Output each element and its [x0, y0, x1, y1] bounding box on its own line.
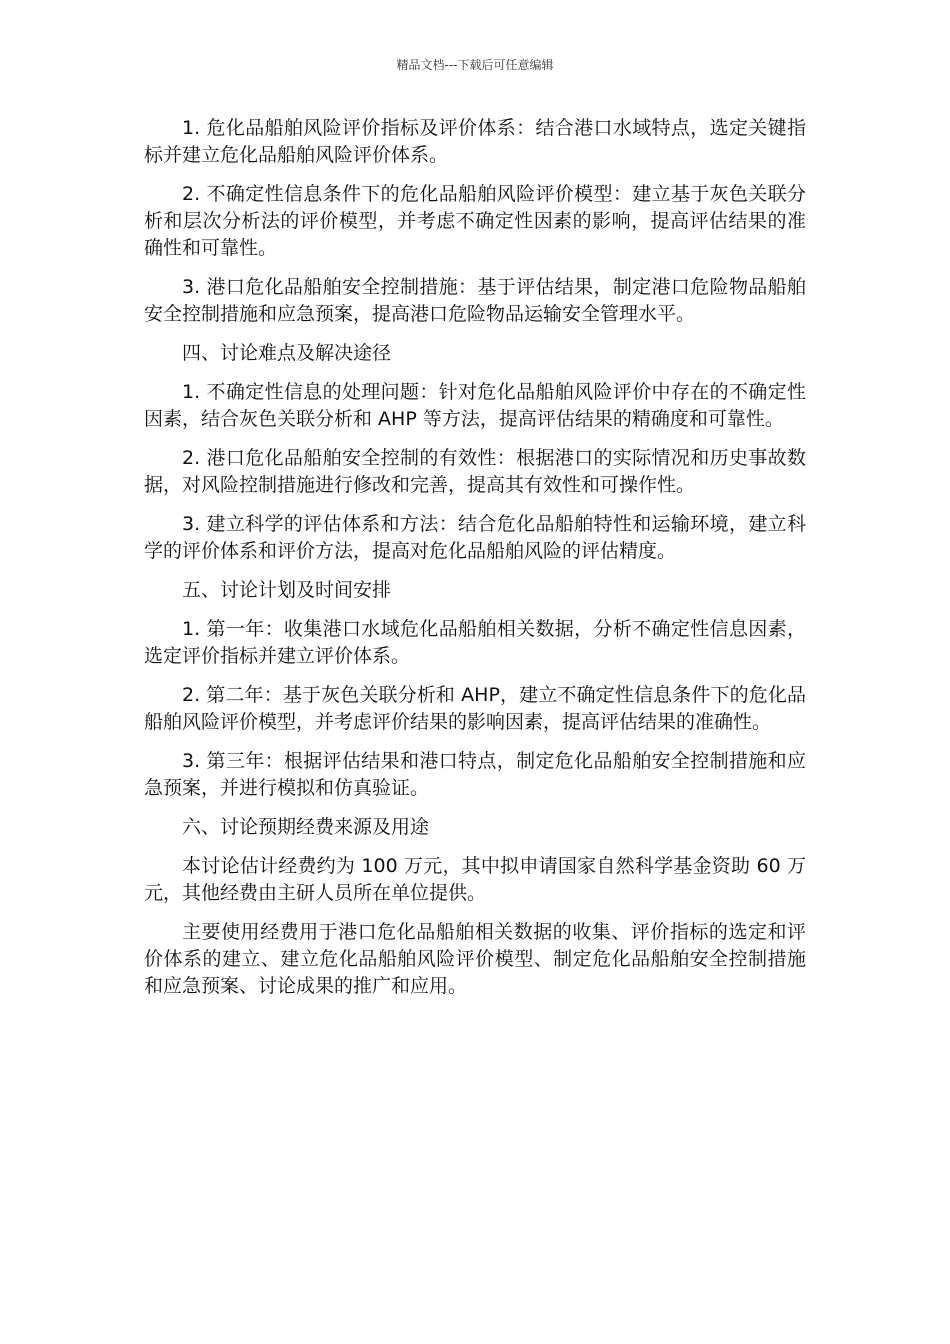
- paragraph: 3. 建立科学的评估体系和方法：结合危化品船舶特性和运输环境，建立科学的评价体系和评价方法，提高对危化品船舶风险的评估精度。: [144, 513, 806, 562]
- paragraph: 3. 第三年：根据评估结果和港口特点，制定危化品船舶安全控制措施和应急预案，并进行模拟和仿真验证。: [144, 750, 806, 799]
- paragraph: 1. 不确定性信息的处理问题：针对危化品船舶风险评价中存在的不确定性因素，结合灰色关联分析和 AHP 等方法，提高评估结果的精确度和可靠性。: [144, 381, 806, 430]
- section-heading: 六、讨论预期经费来源及用途: [182, 816, 430, 838]
- document-body: [144, 115, 806, 1012]
- page-header: 精品文档---下载后可任意编辑: [396, 58, 554, 72]
- section-heading: 五、讨论计划及时间安排: [182, 579, 392, 601]
- paragraph: 2. 第二年：基于灰色关联分析和 AHP，建立不确定性信息条件下的危化品船舶风险评价模型，并考虑评价结果的影响因素，提高评估结果的准确性。: [144, 684, 806, 733]
- paragraph: 3. 港口危化品船舶安全控制措施：基于评估结果，制定港口危险物品船舶安全控制措施和应急预案，提高港口危险物品运输安全管理水平。: [144, 276, 806, 325]
- paragraph: 主要使用经费用于港口危化品船舶相关数据的收集、评价指标的选定和评价体系的建立、建立危化品船舶风险评价模型、制定危化品船舶安全控制措施和应急预案、讨论成果的推广和应用。: [144, 921, 806, 997]
- section-heading: 四、讨论难点及解决途径: [182, 342, 392, 364]
- paragraph: 2. 不确定性信息条件下的危化品船舶风险评价模型：建立基于灰色关联分析和层次分析法的评价模型，并考虑不确定性因素的影响，提高评估结果的准确性和可靠性。: [144, 183, 806, 259]
- paragraph: 2. 港口危化品船舶安全控制的有效性：根据港口的实际情况和历史事故数据，对风险控制措施进行修改和完善，提高其有效性和可操作性。: [144, 447, 806, 496]
- paragraph: 1. 危化品船舶风险评价指标及评价体系：结合港口水域特点，选定关键指标并建立危化品船舶风险评价体系。: [144, 117, 806, 166]
- paragraph: 1. 第一年：收集港口水域危化品船舶相关数据，分析不确定性信息因素，选定评价指标并建立评价体系。: [144, 618, 806, 667]
- paragraph: 本讨论估计经费约为 100 万元，其中拟申请国家自然科学基金资助 60 万元，其他经费由主研人员所在单位提供。: [144, 855, 806, 904]
